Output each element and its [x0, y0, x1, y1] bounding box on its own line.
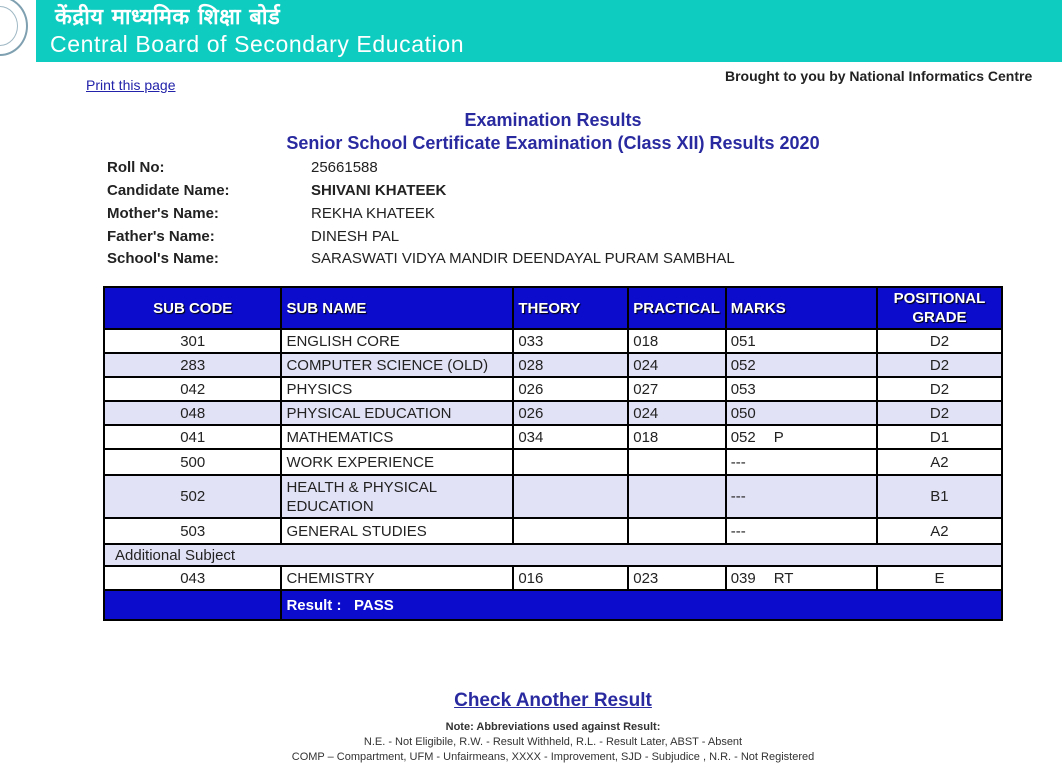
marks: 053 — [730, 380, 756, 398]
father-name-value: DINESH PAL — [311, 228, 400, 245]
sub-name: COMPUTER SCIENCE (OLD) — [282, 354, 512, 376]
table-row — [105, 567, 1001, 589]
grade: A2 — [878, 519, 1001, 543]
table-row — [105, 426, 1001, 448]
mother-name-value: REKHA KHATEEK — [311, 205, 435, 222]
practical — [629, 476, 724, 517]
marks-flag: RT — [773, 569, 794, 587]
header-banner — [0, 0, 1062, 62]
marks-cell — [727, 354, 876, 376]
roll-number-label: Roll No: — [107, 159, 165, 176]
candidate-name-value: SHIVANI KHATEEK — [311, 182, 447, 199]
credit-text: Brought to you by National Informatics Centre — [725, 68, 1033, 84]
sub-code: 500 — [105, 450, 280, 474]
sub-code: 503 — [105, 519, 280, 543]
header-english-title: Central Board of Secondary Education — [50, 31, 465, 57]
candidate-name-label: Candidate Name: — [107, 182, 230, 199]
additional-subject-label: Additional Subject — [105, 545, 1001, 565]
result-value: PASS — [353, 596, 394, 614]
header-practical: PRACTICAL — [629, 288, 724, 328]
abbreviation-line-1: N.E. - Not Eligibile, R.W. - Result Withheld, R.L. - Result Later, ABST - Absent — [363, 736, 743, 748]
practical: 023 — [629, 567, 724, 589]
sub-name: MATHEMATICS — [282, 426, 512, 448]
practical: 018 — [629, 330, 724, 352]
marks-cell — [727, 426, 876, 448]
table-row — [105, 354, 1001, 376]
practical: 027 — [629, 378, 724, 400]
grade: E — [878, 567, 1001, 589]
practical: 024 — [629, 402, 724, 424]
header-marks: MARKS — [727, 288, 876, 328]
theory — [514, 519, 627, 543]
theory: 026 — [514, 378, 627, 400]
theory: 016 — [514, 567, 627, 589]
header-sub-name: SUB NAME — [282, 288, 512, 328]
marks: 051 — [730, 332, 756, 350]
marks: --- — [730, 488, 746, 505]
roll-number-value: 25661588 — [311, 159, 378, 176]
table-row — [105, 476, 1001, 517]
sub-name: WORK EXPERIENCE — [282, 450, 512, 474]
table-row — [105, 450, 1001, 474]
sub-code: 301 — [105, 330, 280, 352]
marks: 052 — [730, 428, 756, 446]
sub-code: 042 — [105, 378, 280, 400]
print-page-link[interactable]: Print this page — [86, 77, 176, 93]
father-name-label: Father's Name: — [107, 228, 215, 245]
result-spacer — [105, 591, 280, 619]
marks-cell — [727, 519, 876, 543]
grade: D2 — [878, 354, 1001, 376]
sub-code: 283 — [105, 354, 280, 376]
school-name-label: School's Name: — [107, 250, 219, 267]
grade: D1 — [878, 426, 1001, 448]
marks: --- — [730, 522, 746, 540]
sub-name: HEALTH & PHYSICAL EDUCATION — [282, 476, 512, 517]
page-title: Examination Results — [464, 110, 642, 130]
marks-cell — [727, 378, 876, 400]
marks-flag: P — [773, 428, 784, 446]
practical: 018 — [629, 426, 724, 448]
theory — [514, 450, 627, 474]
marks-cell — [727, 567, 876, 589]
result-label: Result : — [286, 596, 342, 614]
additional-subject-row — [105, 545, 1001, 565]
marks: --- — [730, 453, 746, 471]
practical — [629, 450, 724, 474]
table-row — [105, 402, 1001, 424]
marks: 050 — [730, 404, 756, 422]
cbse-logo — [0, 0, 36, 62]
abbreviation-note: Note: Abbreviations used against Result: — [445, 721, 661, 733]
school-name-value: SARASWATI VIDYA MANDIR DEENDAYAL PURAM SAMBHAL — [311, 250, 735, 267]
practical — [629, 519, 724, 543]
theory: 033 — [514, 330, 627, 352]
abbreviation-line-2: COMP – Compartment, UFM - Unfairmeans, XXXX - Improvement, SJD - Subjudice , N.R. - Not Registered — [291, 751, 815, 763]
sub-name: CHEMISTRY — [282, 567, 512, 589]
table-header-row — [105, 288, 1001, 328]
theory — [514, 476, 627, 517]
result-cell — [282, 591, 1001, 619]
header-theory: THEORY — [514, 288, 627, 328]
theory: 034 — [514, 426, 627, 448]
sub-name: GENERAL STUDIES — [282, 519, 512, 543]
grade: D2 — [878, 378, 1001, 400]
marks-cell — [727, 476, 876, 517]
header-positional-grade: POSITIONAL GRADE — [878, 288, 1001, 328]
marks-cell — [727, 450, 876, 474]
sub-code: 502 — [105, 476, 280, 517]
check-another-result-link[interactable]: Check Another Result — [454, 690, 652, 711]
sub-code: 041 — [105, 426, 280, 448]
header-hindi-title: केंद्रीय माध्यमिक शिक्षा बोर्ड — [55, 5, 281, 30]
result-row — [105, 591, 1001, 619]
marks-cell — [727, 330, 876, 352]
sub-name: PHYSICAL EDUCATION — [282, 402, 512, 424]
marks: 052 — [730, 356, 756, 374]
practical: 024 — [629, 354, 724, 376]
grade: D2 — [878, 402, 1001, 424]
table-row — [105, 330, 1001, 352]
header-sub-code: SUB CODE — [105, 288, 280, 328]
grade: D2 — [878, 330, 1001, 352]
theory: 028 — [514, 354, 627, 376]
theory: 026 — [514, 402, 627, 424]
table-row — [105, 378, 1001, 400]
mother-name-label: Mother's Name: — [107, 205, 219, 222]
table-row — [105, 519, 1001, 543]
sub-name: ENGLISH CORE — [282, 330, 512, 352]
grade: B1 — [878, 476, 1001, 517]
page-subtitle: Senior School Certificate Examination (Class XII) Results 2020 — [286, 133, 820, 153]
results-table — [103, 286, 1003, 621]
marks: 039 — [730, 569, 756, 587]
sub-name: PHYSICS — [282, 378, 512, 400]
sub-code: 048 — [105, 402, 280, 424]
sub-code: 043 — [105, 567, 280, 589]
grade: A2 — [878, 450, 1001, 474]
marks-cell — [727, 402, 876, 424]
